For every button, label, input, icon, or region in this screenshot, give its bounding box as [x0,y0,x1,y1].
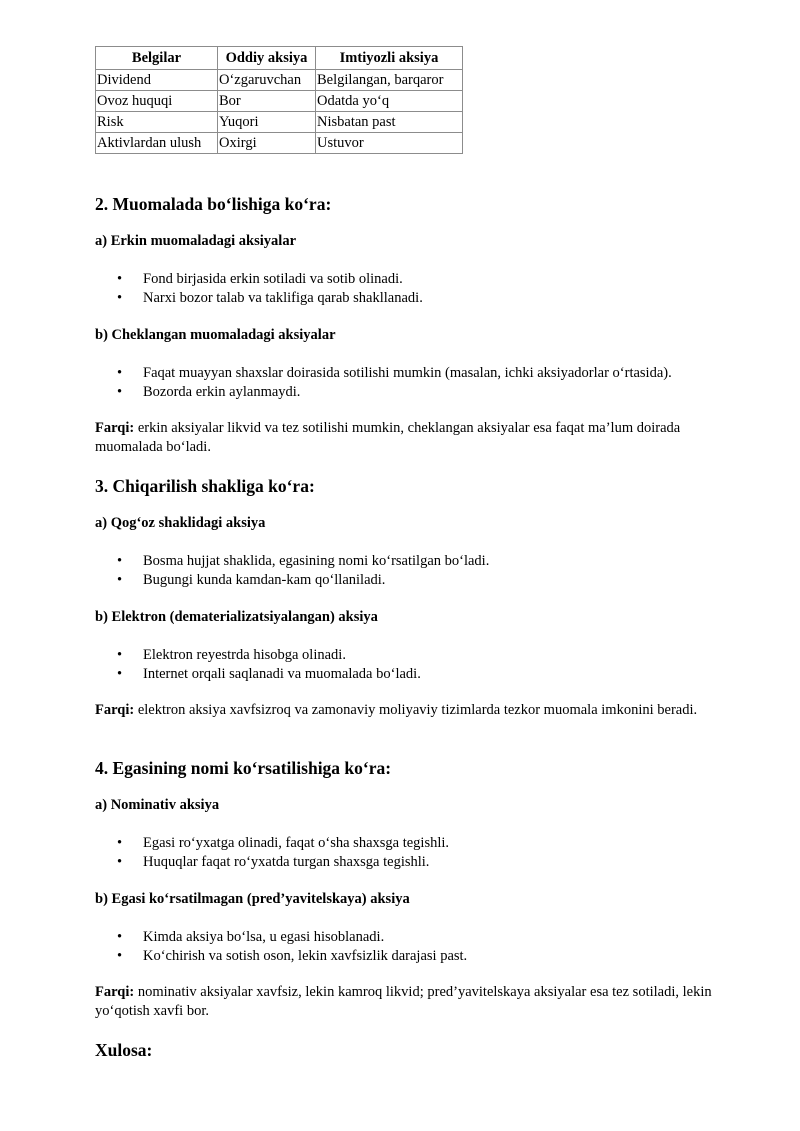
table-cell: O‘zgaruvchan [218,70,316,91]
list-item: • Narxi bozor talab va taklifiga qarab shakllanadi. [95,289,423,308]
subsection-title: b) Cheklangan muomaladagi aksiyalar [95,327,336,343]
note-text: nominativ aksiyalar xavfsiz, lekin kamroq likvid; pred’yavitelskaya aksiyalar esa tez sotiladi, lekin yo‘qotish xavfi bor. [95,984,712,1019]
list-item: • Egasi ro‘yxatga olinadi, faqat o‘sha shaxsga tegishli. [95,834,449,853]
table-header-cell: Belgilar [96,47,218,70]
subsection-title: a) Nominativ aksiya [95,797,220,813]
subsection-title: a) Erkin muomaladagi aksiyalar [95,233,297,249]
note-text: erkin aksiyalar likvid va tez sotilishi mumkin, cheklangan aksiyalar esa faqat ma’lum doirada muomalada bo‘ladi. [95,420,681,455]
subsection-title: b) Elektron (dematerializatsiyalangan) aksiya [95,609,378,625]
bullet-list [95,928,467,965]
conclusion-heading: Xulosa: [95,1040,153,1060]
table-cell: Risk [96,112,218,133]
bullet-list [95,364,672,401]
subsection-title: a) Qog‘oz shaklidagi aksiya [95,515,266,531]
table-header-cell: Oddiy aksiya [218,47,316,70]
difference-note [95,983,735,1020]
note-label: Farqi: [95,984,135,1000]
table-row [96,112,463,133]
table-cell: Bor [218,91,316,112]
table-cell: Dividend [96,70,218,91]
bullet-list [95,646,421,683]
bullet-list [95,552,489,589]
document-page [95,46,745,1060]
table-header-row [96,47,463,70]
table-header-cell: Imtiyozli aksiya [316,47,463,70]
list-item: • Fond birjasida erkin sotiladi va sotib olinadi. [95,270,423,289]
list-item: • Bozorda erkin aylanmaydi. [95,383,672,402]
table-cell: Belgilangan, barqaror [316,70,463,91]
difference-note [95,701,735,720]
list-item: • Huquqlar faqat ro‘yxatda turgan shaxsga tegishli. [95,853,449,872]
table-cell: Oxirgi [218,133,316,154]
table-row [96,91,463,112]
list-item: • Bosma hujjat shaklida, egasining nomi ko‘rsatilgan bo‘ladi. [95,552,489,571]
section-heading: 3. Chiqarilish shakliga ko‘ra: [95,476,315,496]
list-item: • Kimda aksiya bo‘lsa, u egasi hisoblanadi. [95,928,467,947]
note-label: Farqi: [95,420,135,436]
table-cell: Nisbatan past [316,112,463,133]
table-row [96,133,463,154]
list-item: • Internet orqali saqlanadi va muomalada bo‘ladi. [95,665,421,684]
note-label: Farqi: [95,702,135,718]
bullet-list [95,834,449,871]
table-row [96,70,463,91]
table-cell: Ustuvor [316,133,463,154]
difference-note [95,419,735,456]
bullet-list [95,270,423,307]
list-item: • Elektron reyestrda hisobga olinadi. [95,646,421,665]
note-text: elektron aksiya xavfsizroq va zamonaviy moliyaviy tizimlarda tezkor muomala imkonini beradi. [134,702,698,718]
list-item: • Bugungi kunda kamdan-kam qo‘llaniladi. [95,571,489,590]
section-heading: 2. Muomalada bo‘lishiga ko‘ra: [95,194,332,214]
section-heading: 4. Egasining nomi ko‘rsatilishiga ko‘ra: [95,758,392,778]
subsection-title: b) Egasi ko‘rsatilmagan (pred’yavitelskaya) aksiya [95,891,410,907]
list-item: • Ko‘chirish va sotish oson, lekin xavfsizlik darajasi past. [95,947,467,966]
table-cell: Ovoz huquqi [96,91,218,112]
table-cell: Odatda yo‘q [316,91,463,112]
table-cell: Yuqori [218,112,316,133]
list-item: • Faqat muayyan shaxslar doirasida sotilishi mumkin (masalan, ichki aksiyadorlar o‘rtasida). [95,364,672,383]
table-cell: Aktivlardan ulush [96,133,218,154]
comparison-table [95,46,463,154]
